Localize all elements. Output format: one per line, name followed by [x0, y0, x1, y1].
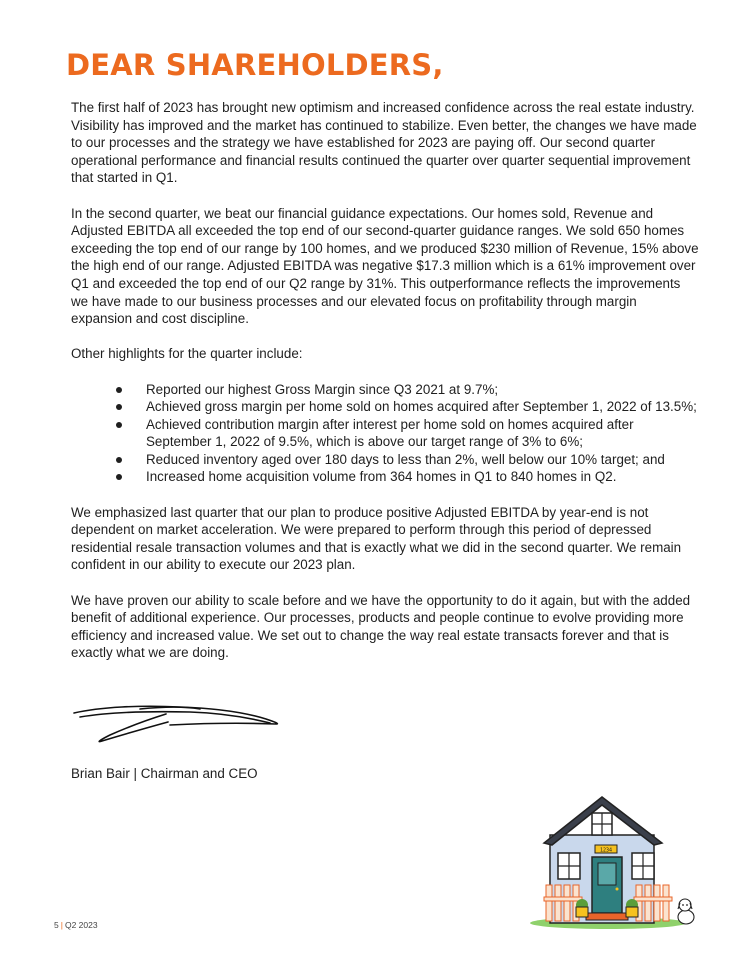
signer-name: Brian Bair | Chairman and CEO: [71, 766, 258, 781]
report-period: Q2 2023: [64, 920, 98, 930]
house-number: 1234: [599, 847, 613, 854]
paragraph-guidance: In the second quarter, we beat our financial guidance expectations. Our homes sold, Revenue and Adjusted EBITDA all exceeded the top end of our second-quarter guidance ranges. We sold 650 homes exceeding the top end of our range by 100 homes, and we produced $230 million of Revenue, 15% above the high end of our range. Adjusted EBITDA was negative $17.3 million which is a 61% improvement over Q1 and exceeded the top end of our Q2 range by 31%. This outperformance reflects the improvements we have made to our business processes and our elevated focus on profitability through margin expansion and cost discipline.: [71, 205, 699, 327]
paragraph-ebitda-plan: We emphasized last quarter that our plan to produce positive Adjusted EBITDA by year-end is not dependent on market acceleration. We were prepared to perform through this period of depressed residential resale transaction volumes and that is exactly what we did in the second quarter. We remain confident in our ability to execute our 2023 plan.: [71, 504, 682, 573]
list-item: Achieved contribution margin after interest per home sold on homes acquired after September 1, 2022 of 9.5%, which is above our target range of 3% to 6%;: [146, 416, 701, 451]
page-title: DEAR SHAREHOLDERS,: [66, 48, 444, 82]
page-number: 5: [54, 920, 59, 930]
page-footer: [54, 920, 98, 930]
highlights-list: [71, 381, 701, 487]
paragraph-highlights-intro: Other highlights for the quarter include:: [71, 346, 303, 362]
list-item: Reduced inventory aged over 180 days to less than 2%, well below our 10% target; and: [146, 451, 701, 469]
house-illustration: [528, 793, 704, 933]
paragraph-intro: The first half of 2023 has brought new optimism and increased confidence across the real estate industry. Visibility has improved and the market has continued to stabilize. Even better, the changes we have made to our processes and the strategy we have established for 2023 are paying off. Our second quarter operational performance and financial results continued the quarter over quarter sequential improvement that started in Q1.: [71, 100, 697, 186]
list-item: Increased home acquisition volume from 364 homes in Q1 to 840 homes in Q2.: [146, 468, 701, 486]
paragraph-closing: We have proven our ability to scale before and we have the opportunity to do it again, but with the added benefit of additional experience. Our processes, products and people continue to evolve providing more efficiency and increased value. We set out to change the way real estate transacts forever and that is exactly what we are doing.: [71, 592, 691, 661]
footer-separator: |: [60, 920, 63, 930]
list-item: Reported our highest Gross Margin since Q3 2021 at 9.7%;: [146, 381, 701, 399]
letter-body: [71, 99, 701, 680]
signature-image: [70, 693, 285, 749]
list-item: Achieved gross margin per home sold on homes acquired after September 1, 2022 of 13.5%;: [146, 398, 701, 416]
